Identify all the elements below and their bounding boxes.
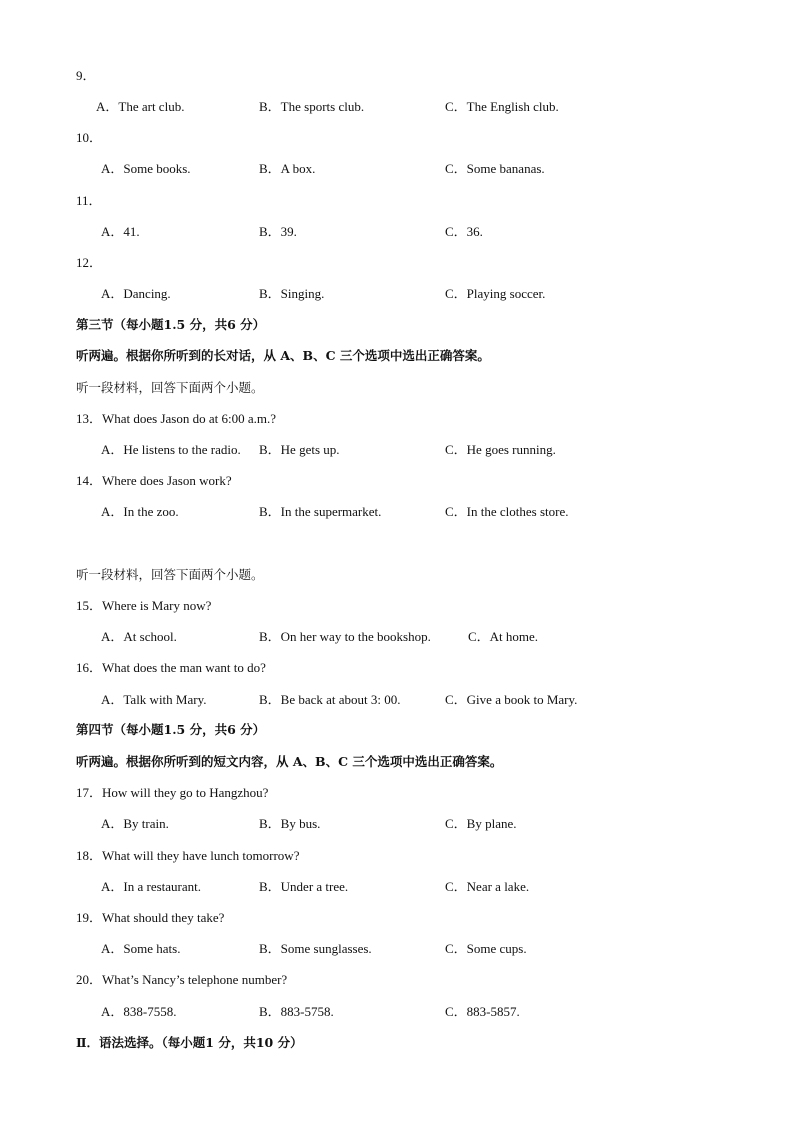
option-b: B．He gets up.	[259, 442, 340, 457]
question-number: 12．	[76, 255, 103, 270]
option-c: C．In the clothes store.	[445, 504, 569, 519]
option-b: B．A box.	[259, 161, 316, 176]
option-c: C．Near a lake.	[445, 879, 530, 894]
option-a: A．At school.	[101, 629, 177, 644]
option-c: C．Some bananas.	[445, 161, 545, 176]
question-text: 17．How will they go to Hangzhou?	[76, 785, 269, 800]
question-number: 11．	[76, 193, 102, 208]
option-b: B．By bus.	[259, 816, 321, 831]
option-a: A．Some hats.	[101, 941, 181, 956]
option-a: A．By train.	[101, 816, 169, 831]
section-title: 第三节（每小题1.5 分，共6 分）	[76, 317, 266, 332]
option-a: A．Talk with Mary.	[101, 692, 207, 707]
question-text: 19．What should they take?	[76, 910, 225, 925]
option-a: A．He listens to the radio.	[101, 442, 241, 457]
option-c: C．The English club.	[445, 99, 559, 114]
question-text: 18．What will they have lunch tomorrow?	[76, 848, 300, 863]
option-b: B．Some sunglasses.	[259, 941, 372, 956]
part-title: Ⅱ．语法选择。（每小题1 分，共10 分）	[76, 1035, 303, 1050]
option-c: C．36.	[445, 224, 483, 239]
section-instruction: 听两遍。根据你所听到的短文内容，从 A、B、C 三个选项中选出正确答案。	[76, 754, 503, 769]
question-text: 15．Where is Mary now?	[76, 598, 212, 613]
option-c: C．He goes running.	[445, 442, 556, 457]
question-number: 9．	[76, 68, 96, 83]
option-a: A．838-7558.	[101, 1004, 177, 1019]
option-b: B．The sports club.	[259, 99, 365, 114]
section-instruction: 听两遍。根据你所听到的长对话，从 A、B、C 三个选项中选出正确答案。	[76, 348, 490, 363]
option-c: C．Playing soccer.	[445, 286, 546, 301]
question-number: 10．	[76, 130, 103, 145]
option-a: A．Dancing.	[101, 286, 171, 301]
option-c: C．883-5857.	[445, 1004, 520, 1019]
option-b: B．Be back at about 3: 00.	[259, 692, 401, 707]
question-text: 20．What’s Nancy’s telephone number?	[76, 972, 288, 987]
option-b: B．883-5758.	[259, 1004, 334, 1019]
option-c: C．Give a book to Mary.	[445, 692, 578, 707]
option-a: A．In the zoo.	[101, 504, 179, 519]
option-b: B．Under a tree.	[259, 879, 349, 894]
option-a: A．41.	[101, 224, 140, 239]
option-c: C．By plane.	[445, 816, 517, 831]
question-text: 13．What does Jason do at 6:00 a.m.?	[76, 411, 277, 426]
group-intro: 听一段材料，回答下面两个小题。	[76, 380, 264, 395]
option-c: C．At home.	[468, 629, 539, 644]
option-b: B．On her way to the bookshop.	[259, 629, 431, 644]
option-a: A．In a restaurant.	[101, 879, 201, 894]
option-b: B．Singing.	[259, 286, 325, 301]
section-title: 第四节（每小题1.5 分，共6 分）	[76, 722, 266, 737]
question-text: 16．What does the man want to do?	[76, 660, 266, 675]
option-b: B．In the supermarket.	[259, 504, 382, 519]
option-a: A．Some books.	[101, 161, 191, 176]
question-text: 14．Where does Jason work?	[76, 473, 232, 488]
option-a: A．The art club.	[96, 99, 185, 114]
option-b: B．39.	[259, 224, 297, 239]
option-c: C．Some cups.	[445, 941, 527, 956]
group-intro: 听一段材料，回答下面两个小题。	[76, 567, 264, 582]
